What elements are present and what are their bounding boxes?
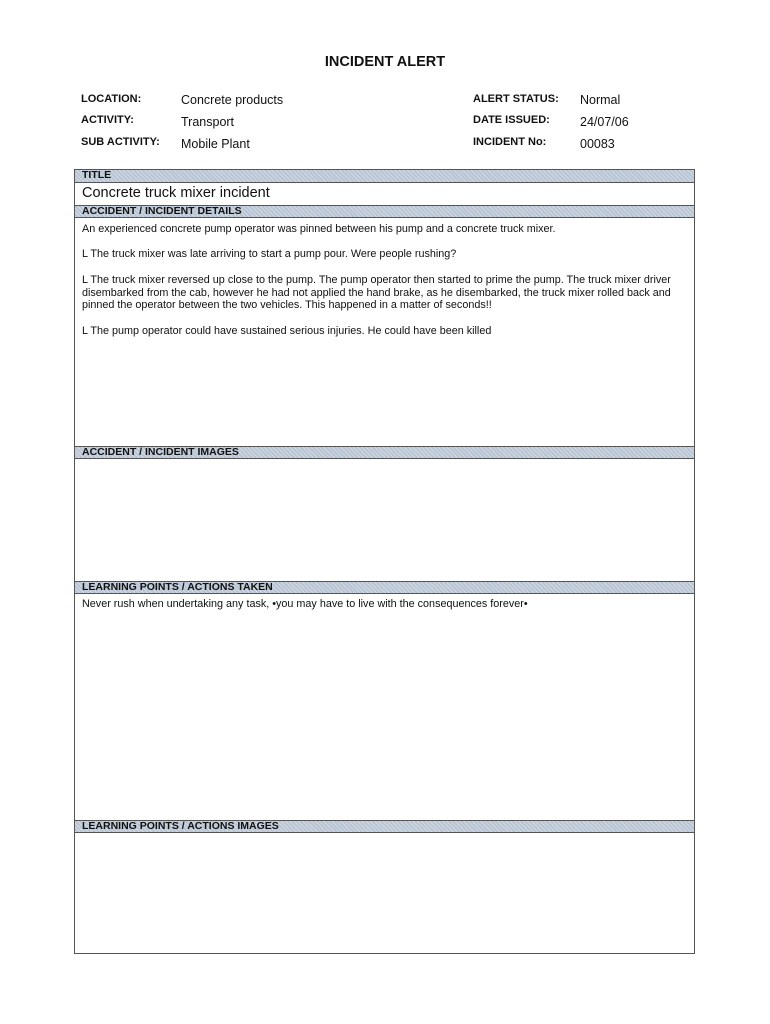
date-issued-value: 24/07/06 xyxy=(580,115,629,129)
location-value: Concrete products xyxy=(181,93,284,107)
images-section-header: ACCIDENT / INCIDENT IMAGES xyxy=(75,446,694,459)
incident-form xyxy=(74,169,695,954)
title-section-header: TITLE xyxy=(75,170,694,183)
activity-value: Transport xyxy=(181,115,235,129)
page-title: INCIDENT ALERT xyxy=(324,54,446,70)
learning-images-section-header: LEARNING POINTS / ACTIONS IMAGES xyxy=(75,820,694,833)
learning-section-header: LEARNING POINTS / ACTIONS TAKEN xyxy=(75,581,694,594)
incident-no-label: INCIDENT No: xyxy=(473,136,547,148)
details-paragraph-4: L The pump operator could have sustained serious injuries. He could have been killed xyxy=(82,325,492,337)
alert-status-value: Normal xyxy=(580,93,621,107)
incident-title: Concrete truck mixer incident xyxy=(82,185,270,201)
sub-activity-value: Mobile Plant xyxy=(181,137,250,151)
sub-activity-label: SUB ACTIVITY: xyxy=(81,136,160,148)
details-paragraph-1: An experienced concrete pump operator was pinned between his pump and a concrete truck mixer. xyxy=(82,223,556,235)
details-paragraph-3: L The truck mixer reversed up close to the pump. The pump operator then started to prime the pump. The truck mixer driver disembarked from the cab, however he had not applied the hand brake, as he disembarked, the truck mixer rolled back and pinned the operator between the two vehicles. This happened in a matter of seconds!! xyxy=(82,274,671,311)
date-issued-label: DATE ISSUED: xyxy=(473,114,550,126)
learning-text: Never rush when undertaking any task, •you may have to live with the consequences forever• xyxy=(82,598,528,610)
activity-label: ACTIVITY: xyxy=(81,114,134,126)
alert-status-label: ALERT STATUS: xyxy=(473,93,559,105)
details-paragraph-2: L The truck mixer was late arriving to start a pump pour. Were people rushing? xyxy=(82,248,457,260)
details-section-header: ACCIDENT / INCIDENT DETAILS xyxy=(75,205,694,218)
incident-no-value: 00083 xyxy=(580,137,615,151)
location-label: LOCATION: xyxy=(81,93,142,105)
